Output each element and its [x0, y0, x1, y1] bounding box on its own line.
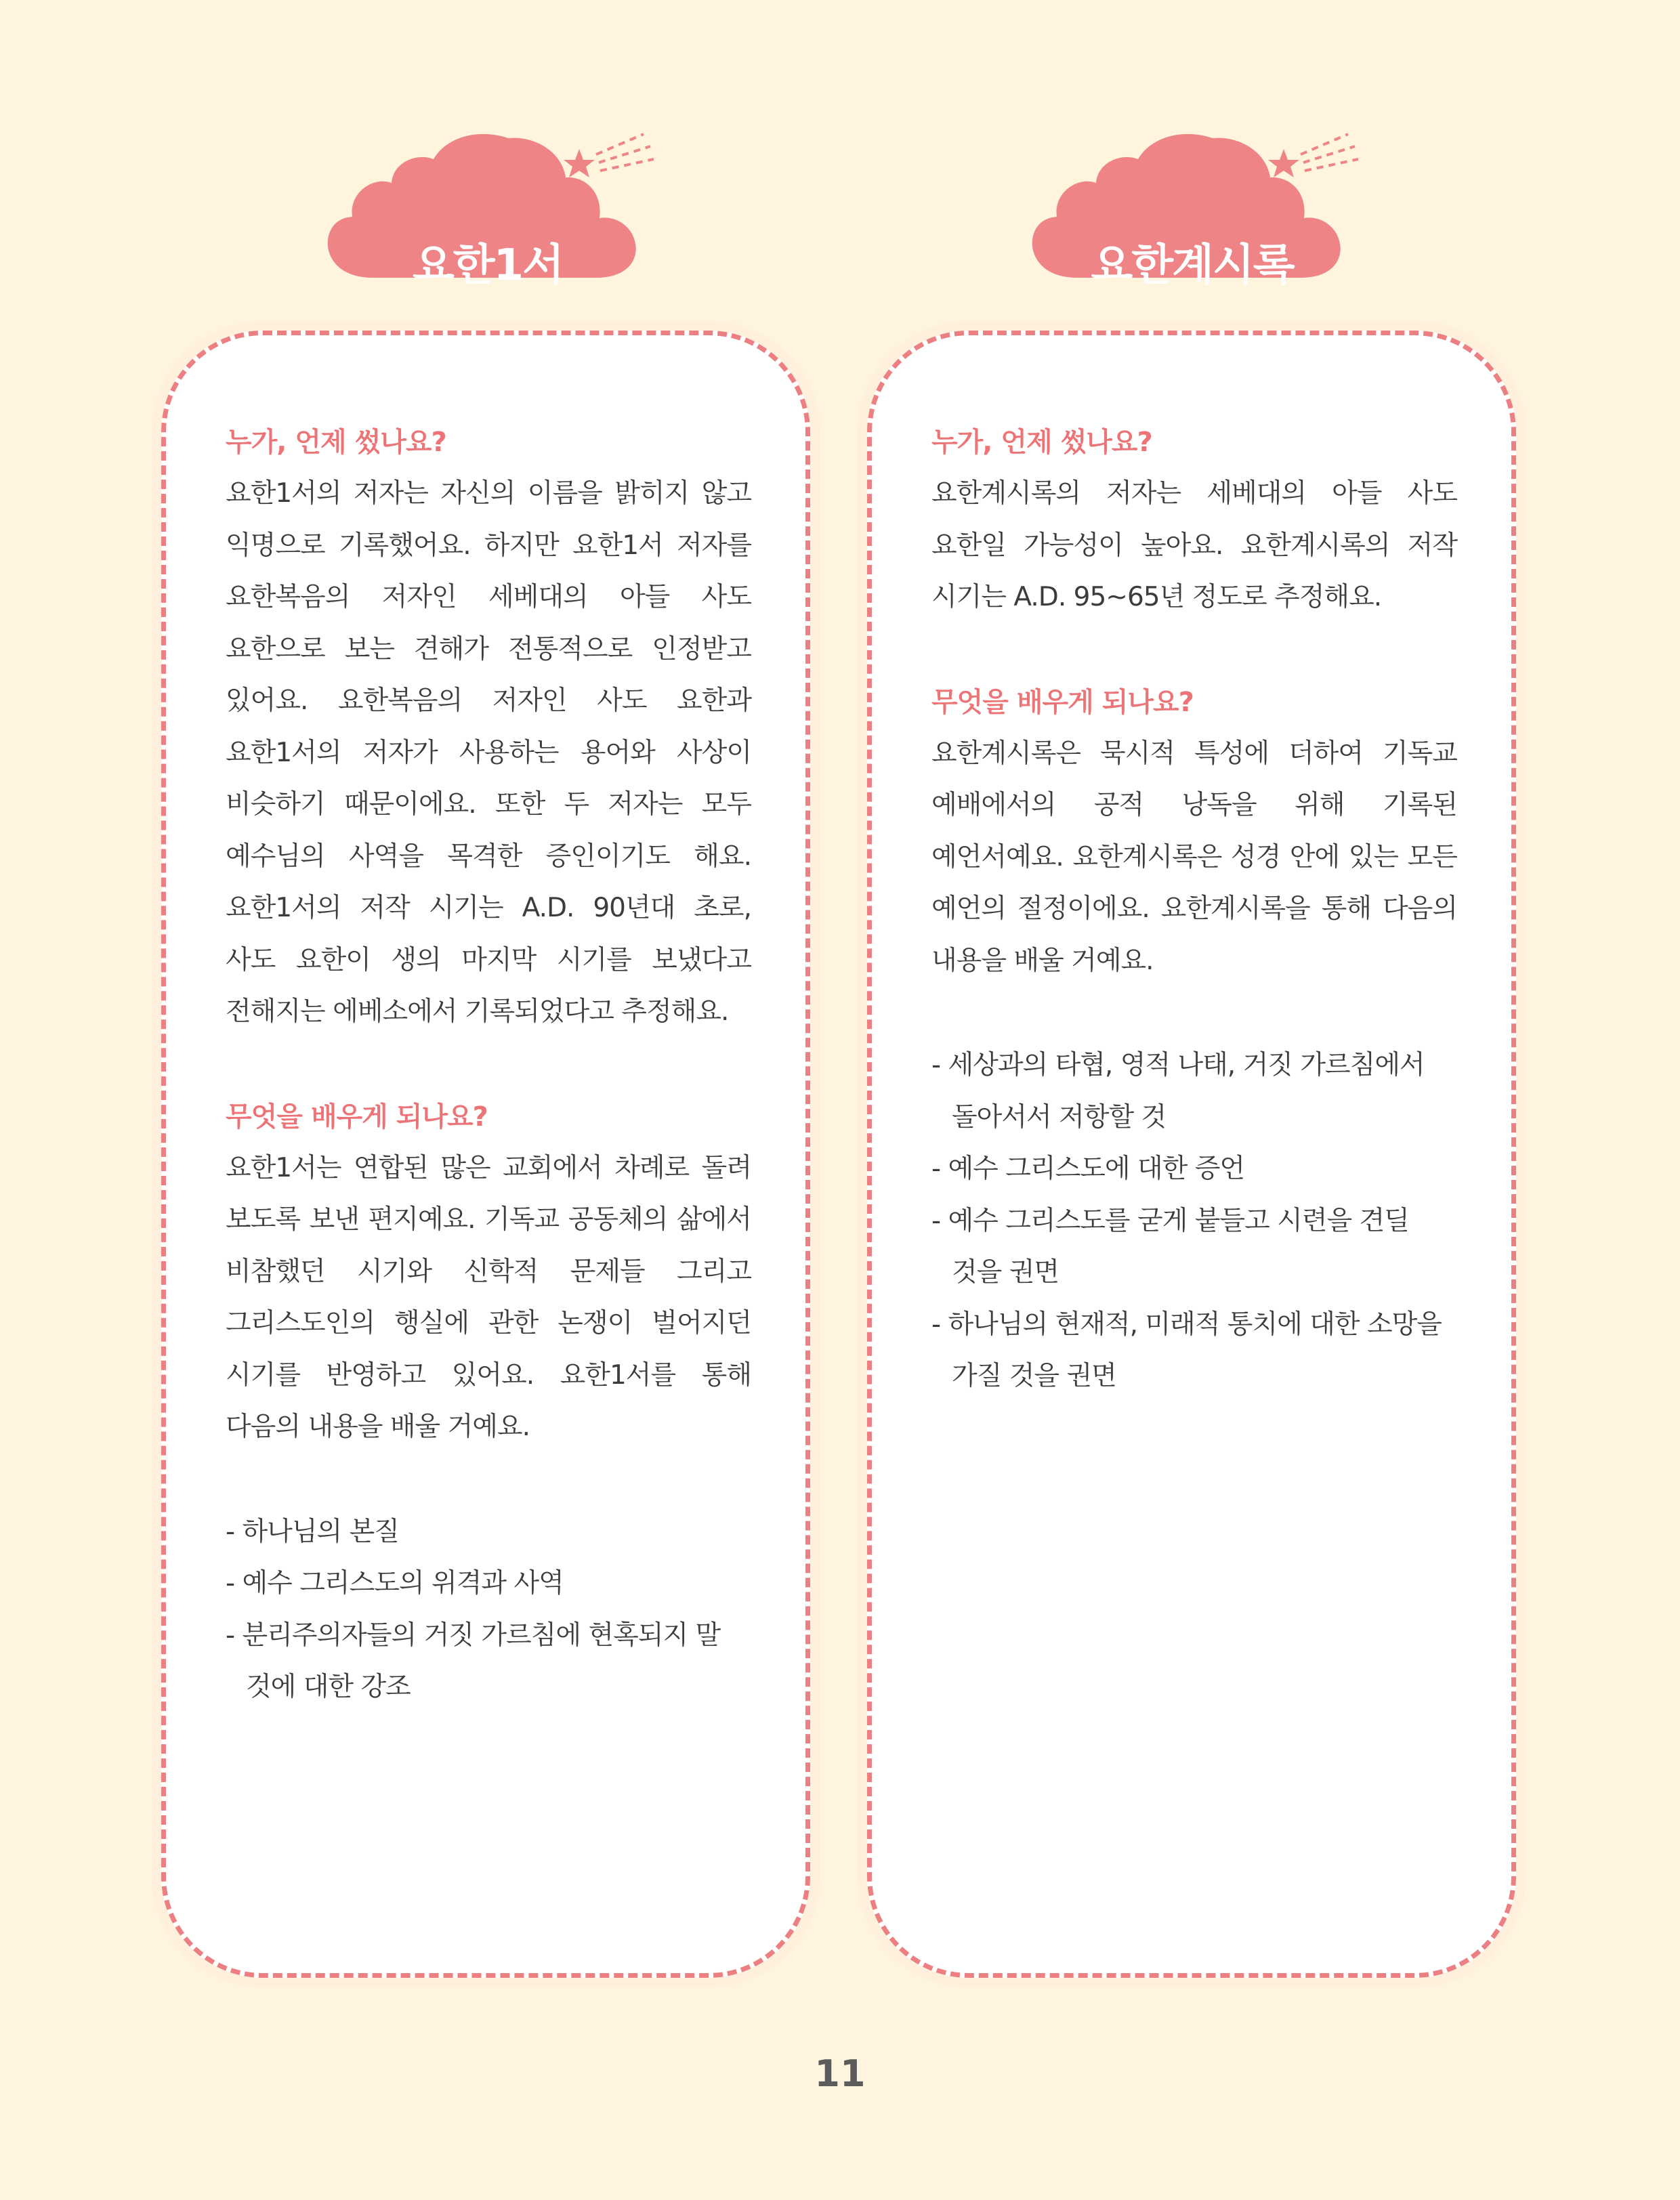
right-panel — [867, 331, 1516, 1978]
left-book-title: 요한1서 — [412, 240, 563, 291]
right-book-title: 요한계시록 — [1091, 240, 1294, 291]
list-item: - 예수 그리스도의 위격과 사역 — [226, 1568, 564, 1599]
right-title-badge — [1016, 129, 1368, 305]
list-item: - 세상과의 타협, 영적 나태, 거짓 가르침에서 돌아서서 저항할 것 — [931, 1050, 1425, 1133]
left-panel-body — [226, 417, 751, 1714]
right-section1-text: 요한계시록의 저자는 세베대의 아들 사도 요한일 가능성이 높아요. 요한계시록의 저작 시기는 A.D. 95~65년 정도로 추정해요. — [931, 478, 1457, 612]
left-section2-heading: 무엇을 배우게 되나요? — [226, 1101, 488, 1133]
page-number: 11 — [814, 2052, 866, 2095]
left-panel — [161, 331, 810, 1978]
right-section2-text: 요한계시록은 묵시적 특성에 더하여 기독교 예배에서의 공적 낭독을 위해 기록된 예언서예요. 요한계시록은 성경 안에 있는 모든 예언의 절정이에요. 요한계시록을 통해 다음의 내용을 배울 거예요. — [931, 738, 1457, 976]
left-section1-text: 요한1서의 저자는 자신의 이름을 밝히지 않고 익명으로 기록했어요. 하지만 요한1서 저자를 요한복음의 저자인 세베대의 아들 사도 요한으로 보는 견해가 전통적으로 인정받고 있어요. 요한복음의 저자인 사도 요한과 요한1서의 저자가 사용하는 용어와 사상이 비슷하기 때문이에요. 또한 두 저자는 모두 예수님의 사역을 목격한 증인이기도 해요. 요한1서의 저작 시기는 A.D. 90년대 초로, 사도 요한이 생의 마지막 시기를 보냈다고 전해지는 에베소에서 기록되었다고 추정해요. — [226, 478, 751, 1027]
spacer — [931, 624, 1457, 677]
left-title-badge — [312, 129, 664, 305]
spacer — [931, 987, 1457, 1040]
right-section1-heading: 누가, 언제 썼나요? — [931, 427, 1152, 458]
left-section2-text: 요한1서는 연합된 많은 교회에서 차례로 돌려 보도록 보낸 편지예요. 기독교 공동체의 삶에서 비참했던 시기와 신학적 문제들 그리고 그리스도인의 행실에 관한 논쟁이 벌어지던 시기를 반영하고 있어요. 요한1서를 통해 다음의 내용을 배울 거예요. — [226, 1152, 751, 1442]
right-bullet-list — [931, 1040, 1457, 1403]
list-item: - 하나님의 본질 — [226, 1516, 399, 1547]
spacer — [226, 1454, 751, 1506]
right-section2-heading: 무엇을 배우게 되나요? — [931, 686, 1194, 718]
spacer — [226, 1038, 751, 1091]
list-item: - 예수 그리스도에 대한 증언 — [931, 1154, 1245, 1184]
list-item: - 하나님의 현재적, 미래적 통치에 대한 소망을 가질 것을 권면 — [931, 1309, 1442, 1391]
left-bullet-list — [226, 1506, 751, 1714]
right-panel-body — [931, 417, 1457, 1403]
list-item: - 예수 그리스도를 굳게 붙들고 시련을 견딜 것을 권면 — [931, 1205, 1409, 1288]
left-section1-heading: 누가, 언제 썼나요? — [226, 427, 446, 458]
list-item: - 분리주의자들의 거짓 가르침에 현혹되지 말 것에 대한 강조 — [226, 1620, 721, 1702]
